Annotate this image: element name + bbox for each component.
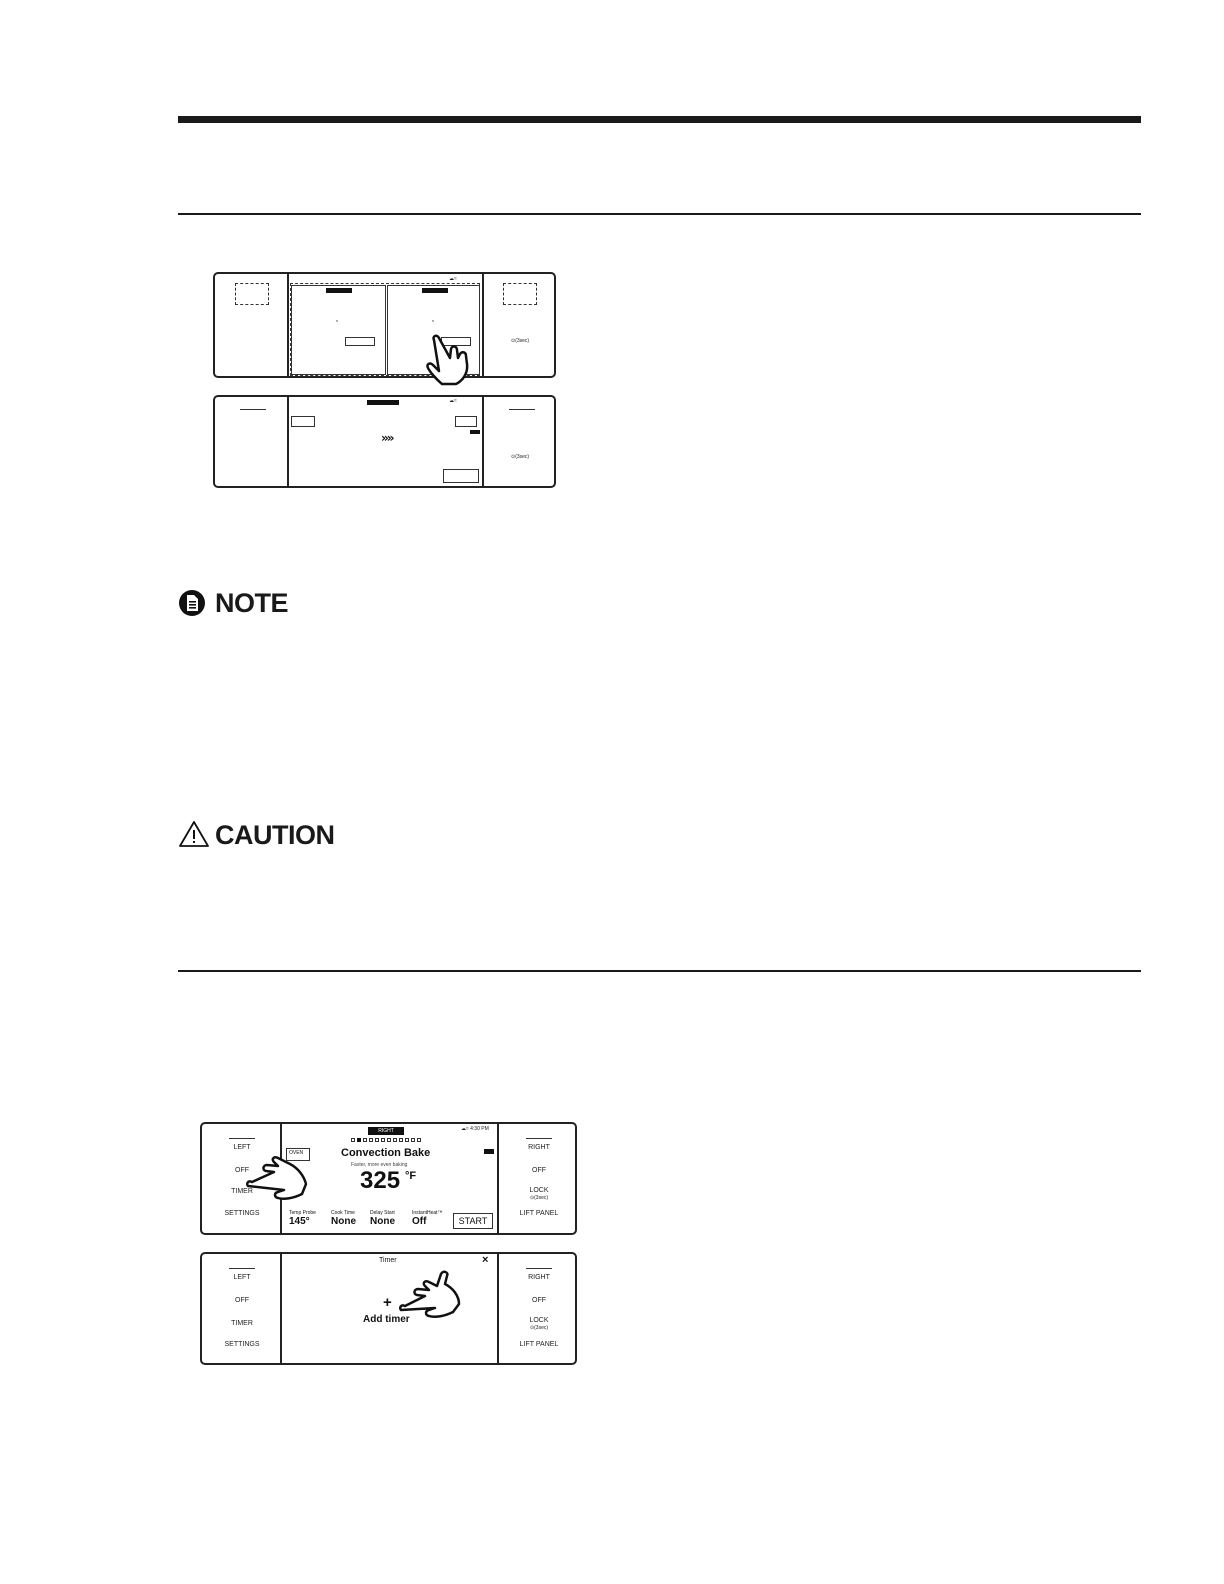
- left-oven-mark: *: [336, 320, 338, 326]
- timer-key[interactable]: TIMER: [231, 1188, 253, 1195]
- option-label: Delay Start: [370, 1210, 395, 1216]
- lock-key[interactable]: LOCK: [529, 1187, 549, 1194]
- option-value: Off: [412, 1216, 427, 1227]
- mode-title: Convection Bake: [341, 1147, 431, 1159]
- off-left-key[interactable]: OFF: [235, 1167, 249, 1174]
- option-label: InstantHeat™: [412, 1210, 443, 1216]
- off-right-key[interactable]: OFF: [532, 1167, 546, 1174]
- panel-divider-right: [482, 274, 484, 376]
- screen-title-bar: [367, 400, 399, 405]
- left-key-placeholder[interactable]: [235, 283, 269, 305]
- temperature-unit: °F: [405, 1170, 417, 1182]
- off-left-key[interactable]: OFF: [235, 1297, 249, 1304]
- left-key[interactable]: LEFT: [233, 1144, 251, 1151]
- settings-key[interactable]: SETTINGS: [224, 1341, 260, 1348]
- fig1-panel-top: [213, 272, 556, 378]
- start-button-label: START: [458, 1216, 488, 1226]
- note-icon: [178, 589, 206, 617]
- header-rule-thick: [178, 116, 1141, 123]
- option-cook-time[interactable]: [331, 1210, 356, 1227]
- off-right-key[interactable]: OFF: [532, 1297, 546, 1304]
- option-value: None: [331, 1216, 356, 1227]
- warning-triangle-icon: [178, 820, 210, 848]
- lock-hint: ⊙(3sec): [529, 1325, 549, 1331]
- panel-divider-left: [287, 397, 289, 486]
- wifi-icon: ☁≈: [449, 276, 457, 282]
- right-oven-title: [422, 288, 448, 293]
- lock-hint: ⊙(3sec): [511, 454, 530, 460]
- left-oven-card[interactable]: [291, 285, 386, 375]
- timer-key[interactable]: TIMER: [231, 1320, 253, 1327]
- option-value: None: [370, 1216, 395, 1227]
- option-instant-heat[interactable]: [412, 1210, 443, 1227]
- option-temp-probe[interactable]: [289, 1210, 316, 1227]
- wifi-icon: ☁≈: [449, 398, 457, 404]
- plus-icon[interactable]: +: [383, 1294, 392, 1311]
- note-title: NOTE: [215, 588, 289, 618]
- pointing-hand-icon: [397, 1266, 475, 1320]
- start-button[interactable]: [453, 1213, 493, 1229]
- fig2-panel-bottom: [200, 1252, 577, 1365]
- status-bar: ☁≈ 4:30 PM: [461, 1126, 489, 1132]
- fig1-panel-bottom: [213, 395, 556, 488]
- right-key[interactable]: RIGHT: [528, 1144, 550, 1151]
- back-button[interactable]: [291, 416, 315, 427]
- panel-divider-right: [482, 397, 484, 486]
- right-key-placeholder[interactable]: [503, 283, 537, 305]
- small-badge: [484, 1149, 494, 1154]
- settings-key[interactable]: SETTINGS: [224, 1210, 260, 1217]
- right-key-line: [509, 409, 535, 410]
- right-key[interactable]: RIGHT: [528, 1274, 550, 1281]
- close-icon[interactable]: ×: [482, 1254, 489, 1266]
- lock-key[interactable]: LOCK: [529, 1317, 549, 1324]
- lock-hint: ⊙(3sec): [511, 338, 530, 344]
- lock-hint: ⊙(3sec): [529, 1195, 549, 1201]
- pointing-hand-icon: [244, 1150, 324, 1202]
- caution-title: CAUTION: [215, 820, 335, 850]
- left-key-line: [229, 1138, 255, 1139]
- mode-subtitle: Faster, more even baking: [351, 1162, 408, 1168]
- lift-panel-key[interactable]: LIFT PANEL: [519, 1341, 559, 1348]
- back-button-label: OVEN: [289, 1150, 304, 1156]
- option-label: Temp Probe: [289, 1210, 316, 1216]
- page-indicator: [351, 1138, 421, 1143]
- pointing-hand-icon: [420, 334, 480, 386]
- chevron-right-icon: »»: [381, 431, 393, 445]
- option-delay-start[interactable]: [370, 1210, 395, 1227]
- option-button[interactable]: [455, 416, 477, 427]
- left-key[interactable]: LEFT: [233, 1274, 251, 1281]
- start-button[interactable]: [443, 469, 479, 483]
- lift-panel-key[interactable]: LIFT PANEL: [519, 1210, 559, 1217]
- left-key-line: [240, 409, 266, 410]
- left-key-line: [229, 1268, 255, 1269]
- add-timer-label[interactable]: Add timer: [363, 1314, 410, 1325]
- section-rule-2: [178, 970, 1141, 972]
- right-key-line: [526, 1138, 552, 1139]
- option-label: Cook Time: [331, 1210, 355, 1216]
- small-badge: [470, 430, 480, 434]
- timer-header: Timer: [379, 1257, 397, 1264]
- panel-divider-left: [287, 274, 289, 376]
- option-value: 145°: [289, 1216, 310, 1227]
- right-oven-mark: *: [432, 320, 434, 326]
- left-oven-title: [326, 288, 352, 293]
- section-rule-1: [178, 213, 1141, 215]
- right-key-line: [526, 1268, 552, 1269]
- left-oven-start-button[interactable]: [345, 337, 375, 346]
- temperature-value[interactable]: 325: [360, 1167, 401, 1194]
- fig2-panel-top: [200, 1122, 577, 1235]
- oven-tab[interactable]: RIGHT: [368, 1127, 404, 1135]
